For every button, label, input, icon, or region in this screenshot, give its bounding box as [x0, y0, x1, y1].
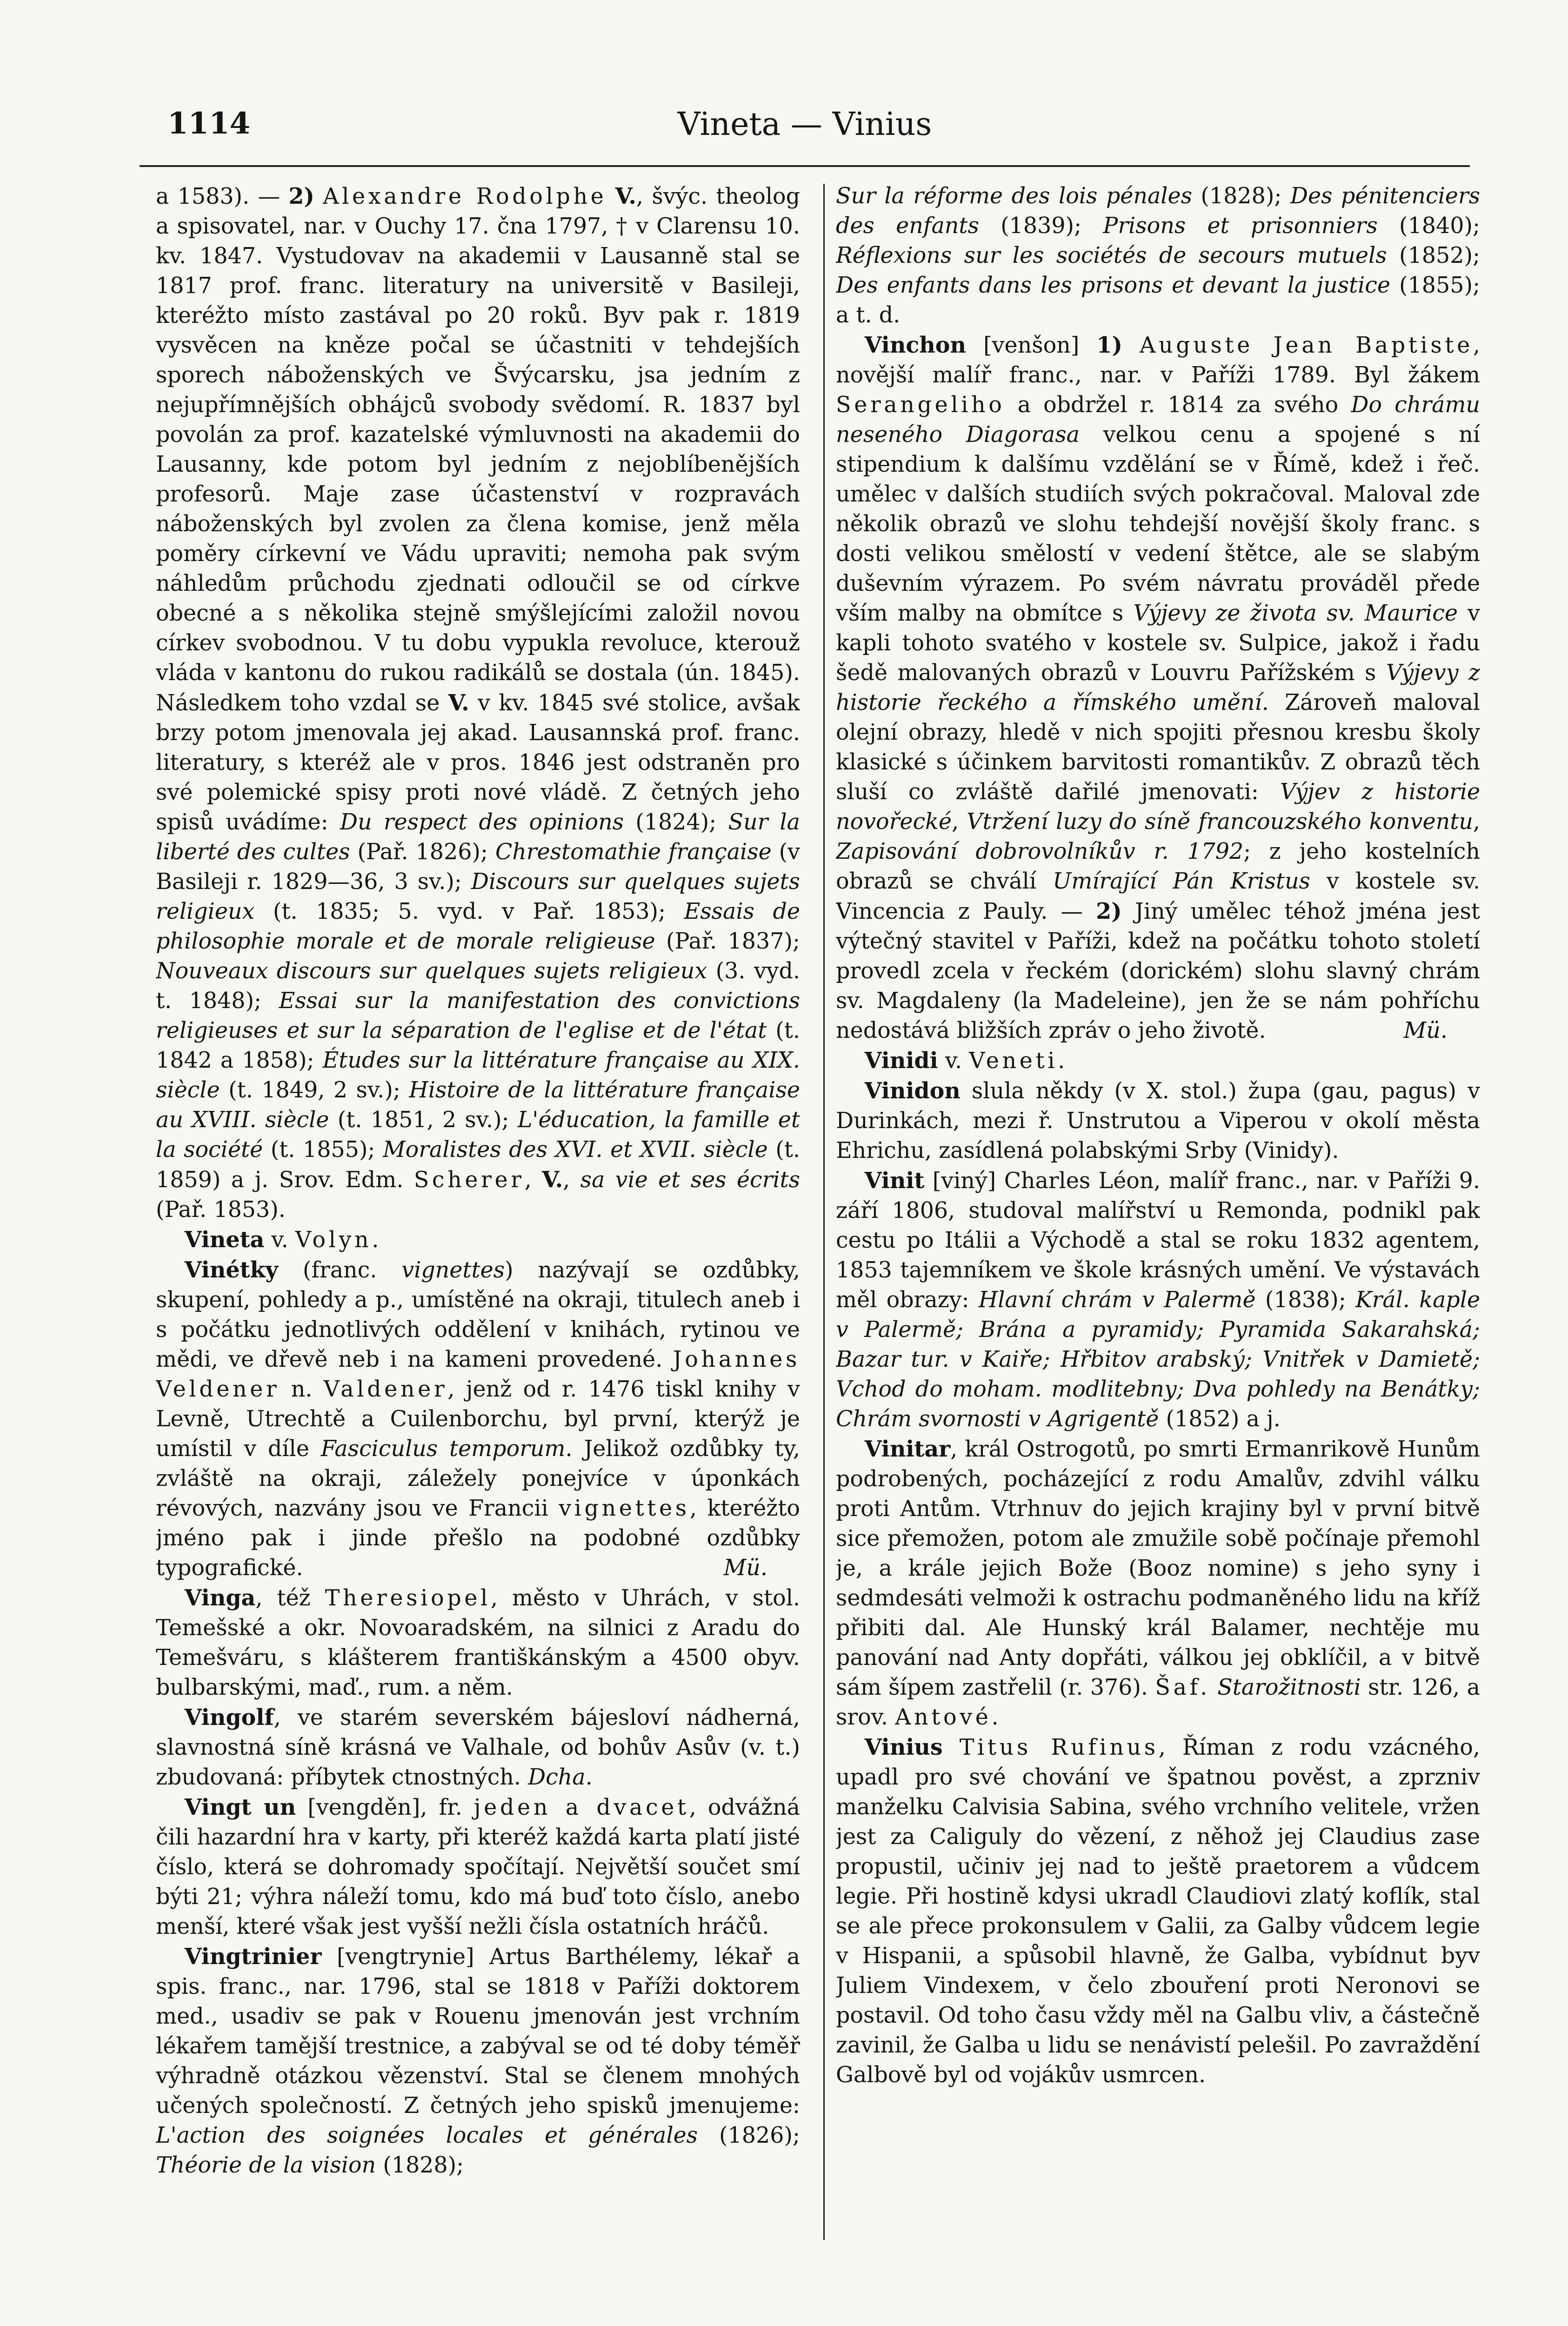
title-citation: sa vie et ses écrits — [580, 1167, 800, 1193]
entry-headword: Vinétky — [184, 1257, 279, 1283]
dictionary-entry — [156, 1225, 800, 1255]
column-divider — [823, 184, 825, 2240]
title-citation: Des enfants dans les prisons et devant la justice — [836, 273, 1390, 298]
spaced-name: Valdener — [323, 1377, 448, 1402]
entry-text: Jiný umělec téhož jména jest výtečný stavitel v Paříži, kdež na počátku tohoto století provedl zcela v řeckém (dorickém) slohu slavný chrám sv. Magdaleny (la Madeleine), jen že se nám pohříchu nedostává bližších zpráv o jeho životě. — [836, 899, 1480, 1043]
title-citation: Chrestomathie française — [495, 839, 772, 865]
title-citation: Do chrámu neseného Diagorasa — [836, 392, 1480, 448]
title-citation: Discours sur quelques sujets religieux — [156, 869, 800, 924]
entry-text: [viný] Charles Léon, malíř franc., nar. v Paříži 9. září 1806, studoval malířství u Remonda, podnikl pak cestu po Itálii a Východě a stal se roku 1832 agentem, 1853 tajemníkem ve škole krásných umění. Ve výstavách měl obrazy: — [836, 1168, 1480, 1313]
dictionary-entry — [836, 1166, 1480, 1434]
dictionary-entry — [156, 1942, 800, 2180]
title-citation: Výjevy ze života sv. Maurice — [1133, 601, 1458, 626]
entry-headword: 2) — [1096, 898, 1122, 924]
entry-text: (t. 1842 a 1858); — [156, 1018, 800, 1073]
entry-text: velkou cenu a spojené s ní stipendium k dalšímu vzdělání se v Římě, kdež i řeč. umělec v dalších studiích svých pokračoval. Maloval zde několik obrazů ve slohu tehdejší novější školy franc. s dosti velikou smělostí v vedení štětce, ale se slabým duševním výrazem. Po svém návratu prováděl přede vším malby na obmítce s — [836, 422, 1480, 626]
entry-text: . — [991, 1704, 999, 1730]
entry-text: (v Basileji r. 1829—36, 3 sv.); — [156, 839, 800, 895]
spaced-name: Veneti — [969, 1048, 1058, 1074]
running-head: Vineta — Vinius — [677, 106, 932, 143]
entry-headword: 1) — [1096, 332, 1122, 358]
entry-text: a obdržel r. 1814 za svého — [1005, 392, 1351, 418]
title-citation: Hlavní chrám v Palermě — [978, 1287, 1256, 1313]
entry-text: . Zároveň maloval olejní obrazy, hledě v nich spojiti přesnou kresbu školy klasické s účinkem barvitosti romantikův. Z obrazů těch sluší co zvláště dařilé jmenovati: — [836, 690, 1480, 805]
entry-text: (Pař. 1837); — [655, 929, 800, 954]
dictionary-entry — [156, 1583, 800, 1703]
spaced-name: Antové — [895, 1704, 992, 1730]
entry-text: slula někdy (v X. stol.) župa (gau, pagus) v Durinkách, mezi ř. Unstrutou a Viperou v okolí města Ehrichu, zasídlená polabskými Srby (Vinidy). — [836, 1078, 1480, 1163]
header-rule — [140, 165, 1470, 167]
entry-text: (1852); — [1387, 243, 1480, 268]
entry-text: (1840); — [1377, 213, 1480, 239]
spaced-name: Titus Rufinus — [959, 1735, 1159, 1760]
entry-text: [vengděn], fr. — [296, 1795, 474, 1820]
entry-headword: Vingt un — [184, 1794, 296, 1820]
entry-text: . Jelikož ozdůbky ty, zvláště na okraji, záležely ponejvíce v úponkách révových, nazvány jsou ve Francii — [156, 1436, 800, 1521]
entry-text: v. — [264, 1227, 295, 1253]
entry-headword: Vinga — [184, 1585, 256, 1611]
entry-text: , novější malíř franc., nar. v Paříži 1789. Byl žákem — [836, 333, 1480, 388]
left-column — [156, 181, 800, 2219]
entry-headword: Vinidi — [864, 1048, 938, 1074]
entry-text: (1826); — [698, 2123, 800, 2148]
author-signature: Mü. — [1403, 1018, 1448, 1043]
title-citation: Histoire de la littérature française au XVIII. siècle — [156, 1077, 800, 1133]
title-citation: Fasciculus temporum — [320, 1436, 566, 1462]
dictionary-entry — [156, 181, 800, 1225]
entry-text: (1839); — [979, 213, 1103, 239]
spaced-name: Scherer — [414, 1167, 525, 1193]
title-citation: Du respect des opinions — [340, 809, 624, 835]
entry-text — [1210, 1675, 1217, 1700]
title-citation: vignettes — [401, 1257, 505, 1283]
entry-text: (1838); — [1255, 1287, 1356, 1313]
entry-text — [607, 184, 615, 209]
entry-text — [943, 1735, 960, 1760]
dictionary-entry — [836, 1732, 1480, 2090]
entry-text: (1828); — [1192, 183, 1290, 209]
spaced-name: vignettes — [559, 1496, 690, 1521]
title-citation: Prisons et prisonniers — [1103, 213, 1378, 239]
entry-text: , — [563, 1167, 580, 1193]
entry-headword: Vinit — [864, 1168, 925, 1194]
title-citation: Výjevy z historie řeckého a římského umění — [836, 660, 1480, 715]
entry-text: (3. vyd. t. 1848); — [156, 958, 800, 1014]
dictionary-entry — [156, 1255, 800, 1583]
entry-text: str. 126, a srov. — [836, 1675, 1480, 1730]
entry-text: (t. 1835; 5. vyd. v Pař. 1853); — [254, 899, 684, 924]
title-citation: L'éducation, la famille et la société — [156, 1107, 800, 1163]
entry-text: v kostele sv. Vincencia z Pauly. — — [836, 869, 1480, 924]
entry-text: , kteréžto jméno pak i jinde přešlo na podobné ozdůbky typografické. — [156, 1496, 800, 1581]
right-column — [836, 181, 1480, 2219]
author-signature: Mü. — [723, 1555, 767, 1581]
dictionary-entry — [836, 1076, 1480, 1166]
title-citation: Essai sur la manifestation des convictions religieuses et sur la séparation de l'eglise et de l'état — [156, 988, 800, 1043]
entry-headword: 2) — [288, 183, 314, 209]
title-citation: Král. kaple v Palermě; Brána a pyramidy; Pyramida Sakarahská; Bazar tur. v Kaiře; Hřbitov arabský; Vnitřek v Damietě; Vchod do moham. modlitebny; Dva pohledy na Benátky; Chrám svornosti v Agrigentě — [836, 1287, 1480, 1432]
entry-headword: Vinchon — [864, 332, 967, 358]
title-citation: Des pénitenciers des enfants — [836, 183, 1480, 239]
entry-text: (t. 1849, 2 sv.); — [220, 1077, 409, 1103]
entry-text: [venšon] — [966, 333, 1097, 358]
title-citation: Réflexions sur les sociétés de secours mutuels — [836, 243, 1387, 268]
dictionary-entry — [836, 1434, 1480, 1732]
entry-text: (Pař. 1853). — [156, 1197, 286, 1223]
title-citation: Zapisování dobrovolníkův r. 1792 — [836, 839, 1244, 864]
entry-text: (Pař. 1826); — [350, 839, 495, 865]
spaced-name: Johannes Veldener — [156, 1347, 800, 1402]
entry-text: v. — [938, 1048, 969, 1074]
spaced-name: Volyn — [295, 1227, 372, 1253]
dictionary-entry — [836, 181, 1480, 330]
entry-text: . — [372, 1227, 379, 1253]
entry-text: n. — [280, 1377, 324, 1402]
entry-text: (t. 1859) a j. Srov. Edm. — [156, 1137, 800, 1193]
dictionary-entry — [836, 330, 1480, 1046]
entry-text: (t. 1851, 2 sv.); — [329, 1107, 518, 1133]
title-citation: Essais de philosophie morale et de morale religieuse — [156, 899, 800, 954]
entry-text: , jenž od r. 1476 tiskl knihy v Levně, Utrechtě a Cuilenborchu, byl první, kterýž je umístil v díle — [156, 1377, 800, 1462]
entry-text: , švýc. theolog a spisovatel, nar. v Ouchy 17. čna 1797, † v Clarensu 10. kv. 1847. Vystudovav na akademii v Lausanně stal se 1817 prof. franc. literatury na universitě v Basileji, kteréžto místo zastával po 20 roků. Byv pak r. 1819 vysvěcen na kněze počal se účastniti v tehdejších sporech náboženských ve Švýcarsku, jsa jedním z nejupřímnějších obhájců svobody svědomí. R. 1837 byl povolán za prof. kazatelské výmluvnosti na akademii do Lausanny, kde potom byl jedním z nejoblíbenějších profesorů. Maje zase účastenství v rozpravách náboženských byl zvolen za člena komise, jenž měla poměry církevní ve Vádu upraviti; nemoha pak svým náhledům průchodu zjednati odloučil se od církve obecné a s několika stejně smýšlejícími založil novou církev svobodnou. V tu dobu vypukla revoluce, kterouž vláda v kantonu do rukou radikálů se dostala (ún. 1845). Následkem toho vzdal se — [156, 184, 800, 716]
entry-headword: Vinitar — [864, 1436, 951, 1462]
entry-text: (1852) a j. — [1159, 1406, 1281, 1432]
title-citation: Dcha. — [528, 1765, 593, 1790]
entry-text: , — [524, 1167, 542, 1193]
title-citation: Výjev z historie novořecké — [836, 779, 1480, 835]
title-citation: Moralistes des XVI. et XVII. siècle — [382, 1137, 768, 1163]
dictionary-entry — [156, 1792, 800, 1942]
entry-text: , ve starém severském bájesloví nádherná, slavnostná síně krásná ve Valhale, od bohův Asův (v. t.) zbudovaná: příbytek ctnostných. — [156, 1705, 800, 1790]
spaced-name: Auguste Jean Baptiste — [1140, 333, 1473, 358]
entry-text: [vengtrynie] Artus Barthélemy, lékař a spis. franc., nar. 1796, stal se 1818 v Paříži doktorem med., usadiv se pak v Rouenu jmenován jest vrchním lékařem tamější trestnice, a zabýval se od té doby téměř výhradně otázkou vězenství. Stal se členem mnohých učených společností. Z četných jeho spisků jmenujeme: — [156, 1944, 800, 2119]
spaced-name: Serangeliho — [836, 392, 1005, 418]
entry-headword: V. — [448, 690, 469, 716]
entry-headword: Vineta — [184, 1227, 265, 1253]
entry-headword: Vingolf — [184, 1704, 274, 1731]
entry-text: a 1583). — — [156, 184, 289, 209]
dictionary-entry — [156, 1703, 800, 1792]
entry-text — [314, 184, 323, 209]
title-citation: Umírající Pán Kristus — [1053, 869, 1310, 894]
title-citation: Vtržení luzy do síně francouzského konventu — [967, 809, 1473, 835]
entry-headword: Vinidon — [864, 1078, 961, 1104]
entry-text: , Říman z rodu vzácného, upadl pro své chování ve špatnou pověst, a zprzniv manželku Calvisia Sabina, svého vrchního velitele, vržen jest za Caliguly do vězení, z něhož jej Claudius zase propustil, učiniv jej nad to ještě praetorem a vůdcem legie. Při hostině kdysi ukradl Claudiovi zlatý koflík, stal se ale přece prokonsulem v Galii, za Galby vůdcem legie v Hispanii, a spůsobil hlavně, že Galba, vybídnut byv Juliem Vindexem, v čelo zbouření proti Neronovi se postavil. Od toho času vždy měl na Galbu vliv, a částečně zavinil, že Galba u lidu se nenávistí pelešil. Po zavraždění Galbově byl od vojákův usmrcen. — [836, 1735, 1480, 2088]
entry-text: (franc. — [278, 1257, 402, 1283]
page-number: 1114 — [167, 106, 251, 141]
title-citation: L'action des soignées locales et générales — [156, 2123, 698, 2148]
title-citation: Théorie de la vision — [156, 2152, 376, 2178]
entry-text — [1122, 333, 1140, 358]
title-citation: Études sur la littérature française au XIX. siècle — [156, 1048, 800, 1103]
entry-text: (t. 1855); — [263, 1137, 383, 1163]
entry-text: , — [951, 809, 967, 835]
spaced-name: jeden a dvacet — [474, 1795, 689, 1820]
spaced-name: Theresiopel — [325, 1585, 491, 1611]
entry-text: (1824); — [624, 809, 728, 835]
entry-headword: Vinius — [864, 1734, 943, 1760]
title-citation: Sur la réforme des lois pénales — [836, 183, 1192, 209]
entry-text: (1828); — [376, 2152, 464, 2178]
entry-text: , též — [255, 1585, 325, 1611]
title-citation: Nouveaux discours sur quelques sujets religieux — [156, 958, 707, 984]
entry-headword: Vingtrinier — [184, 1944, 322, 1970]
title-citation: Sur la liberté des cultes — [156, 809, 800, 865]
entry-text: ; z jeho kostelních obrazů se chválí — [836, 839, 1480, 894]
dictionary-entry — [836, 1046, 1480, 1076]
entry-text: , město v Uhrách, v stol. Temešské a okr. Novoaradském, na silnici z Aradu do Temešváru, s klášterem františkánským a 4500 obyv. bulbarskými, maď., rum. a něm. — [156, 1585, 800, 1700]
page-header — [140, 106, 1470, 157]
entry-text: , král Ostrogotů, po smrti Ermanrikově Hunům podrobených, pocházející z rodu Amalův, zdvihl válku proti Antům. Vtrhnuv do jejich krajiny byl v první bitvě sice přemožen, potom ale zmužile sobě počínaje přemohl je, a krále jejich Bože (Booz nomine) s jeho syny i sedmdesáti velmoži k ostrachu podmaněného lidu na kříž přibiti dal. Ale Hunský král Balamer, nechtěje mu panování nad Anty dopřáti, válkou jej obklíčil, a v bitvě sám šípem zastřelil (r. 376). — [836, 1437, 1480, 1700]
entry-headword: V. — [542, 1167, 563, 1193]
entry-text: , odvážná čili hazardní hra v karty, při kteréž každá karta platí jisté číslo, která se dohromady spočítají. Největší součet smí býti 21; výhra náleží tomu, kdo má buď toto číslo, anebo menší, které však jest vyšší nežli čísla ostatních hráčů. — [156, 1795, 800, 1939]
entry-text: v kv. 1845 své stolice, avšak brzy potom jmenovala jej akad. Lausannská prof. franc. literatury, s kteréž ale v pros. 1846 jest odstraněn pro své polemické spisy proti nové vládě. Z četných jeho spisů uvádíme: — [156, 690, 800, 835]
entry-text: . — [1058, 1048, 1065, 1074]
entry-headword: V. — [615, 183, 636, 209]
spaced-name: Alexandre Rodolphe — [323, 184, 607, 209]
entry-text: , — [1473, 809, 1480, 835]
entry-text: v kapli tohoto svatého v kostele sv. Sulpice, jakož i řadu šedě malovaných obrazů v Louvru Pařížském s — [836, 601, 1480, 686]
entry-text: ) nazývají se ozdůbky, skupení, pohledy a p., umístěné na okraji, titulech aneb i s počátku jednotlivých oddělení v knihách, rytinou ve mědi, ve dřevě neb i na kameni provedené. — [156, 1257, 800, 1372]
title-citation: Starožitnosti — [1217, 1675, 1361, 1700]
entry-text: (1855); a t. d. — [836, 273, 1480, 328]
spaced-name: Šaf. — [1155, 1675, 1210, 1700]
